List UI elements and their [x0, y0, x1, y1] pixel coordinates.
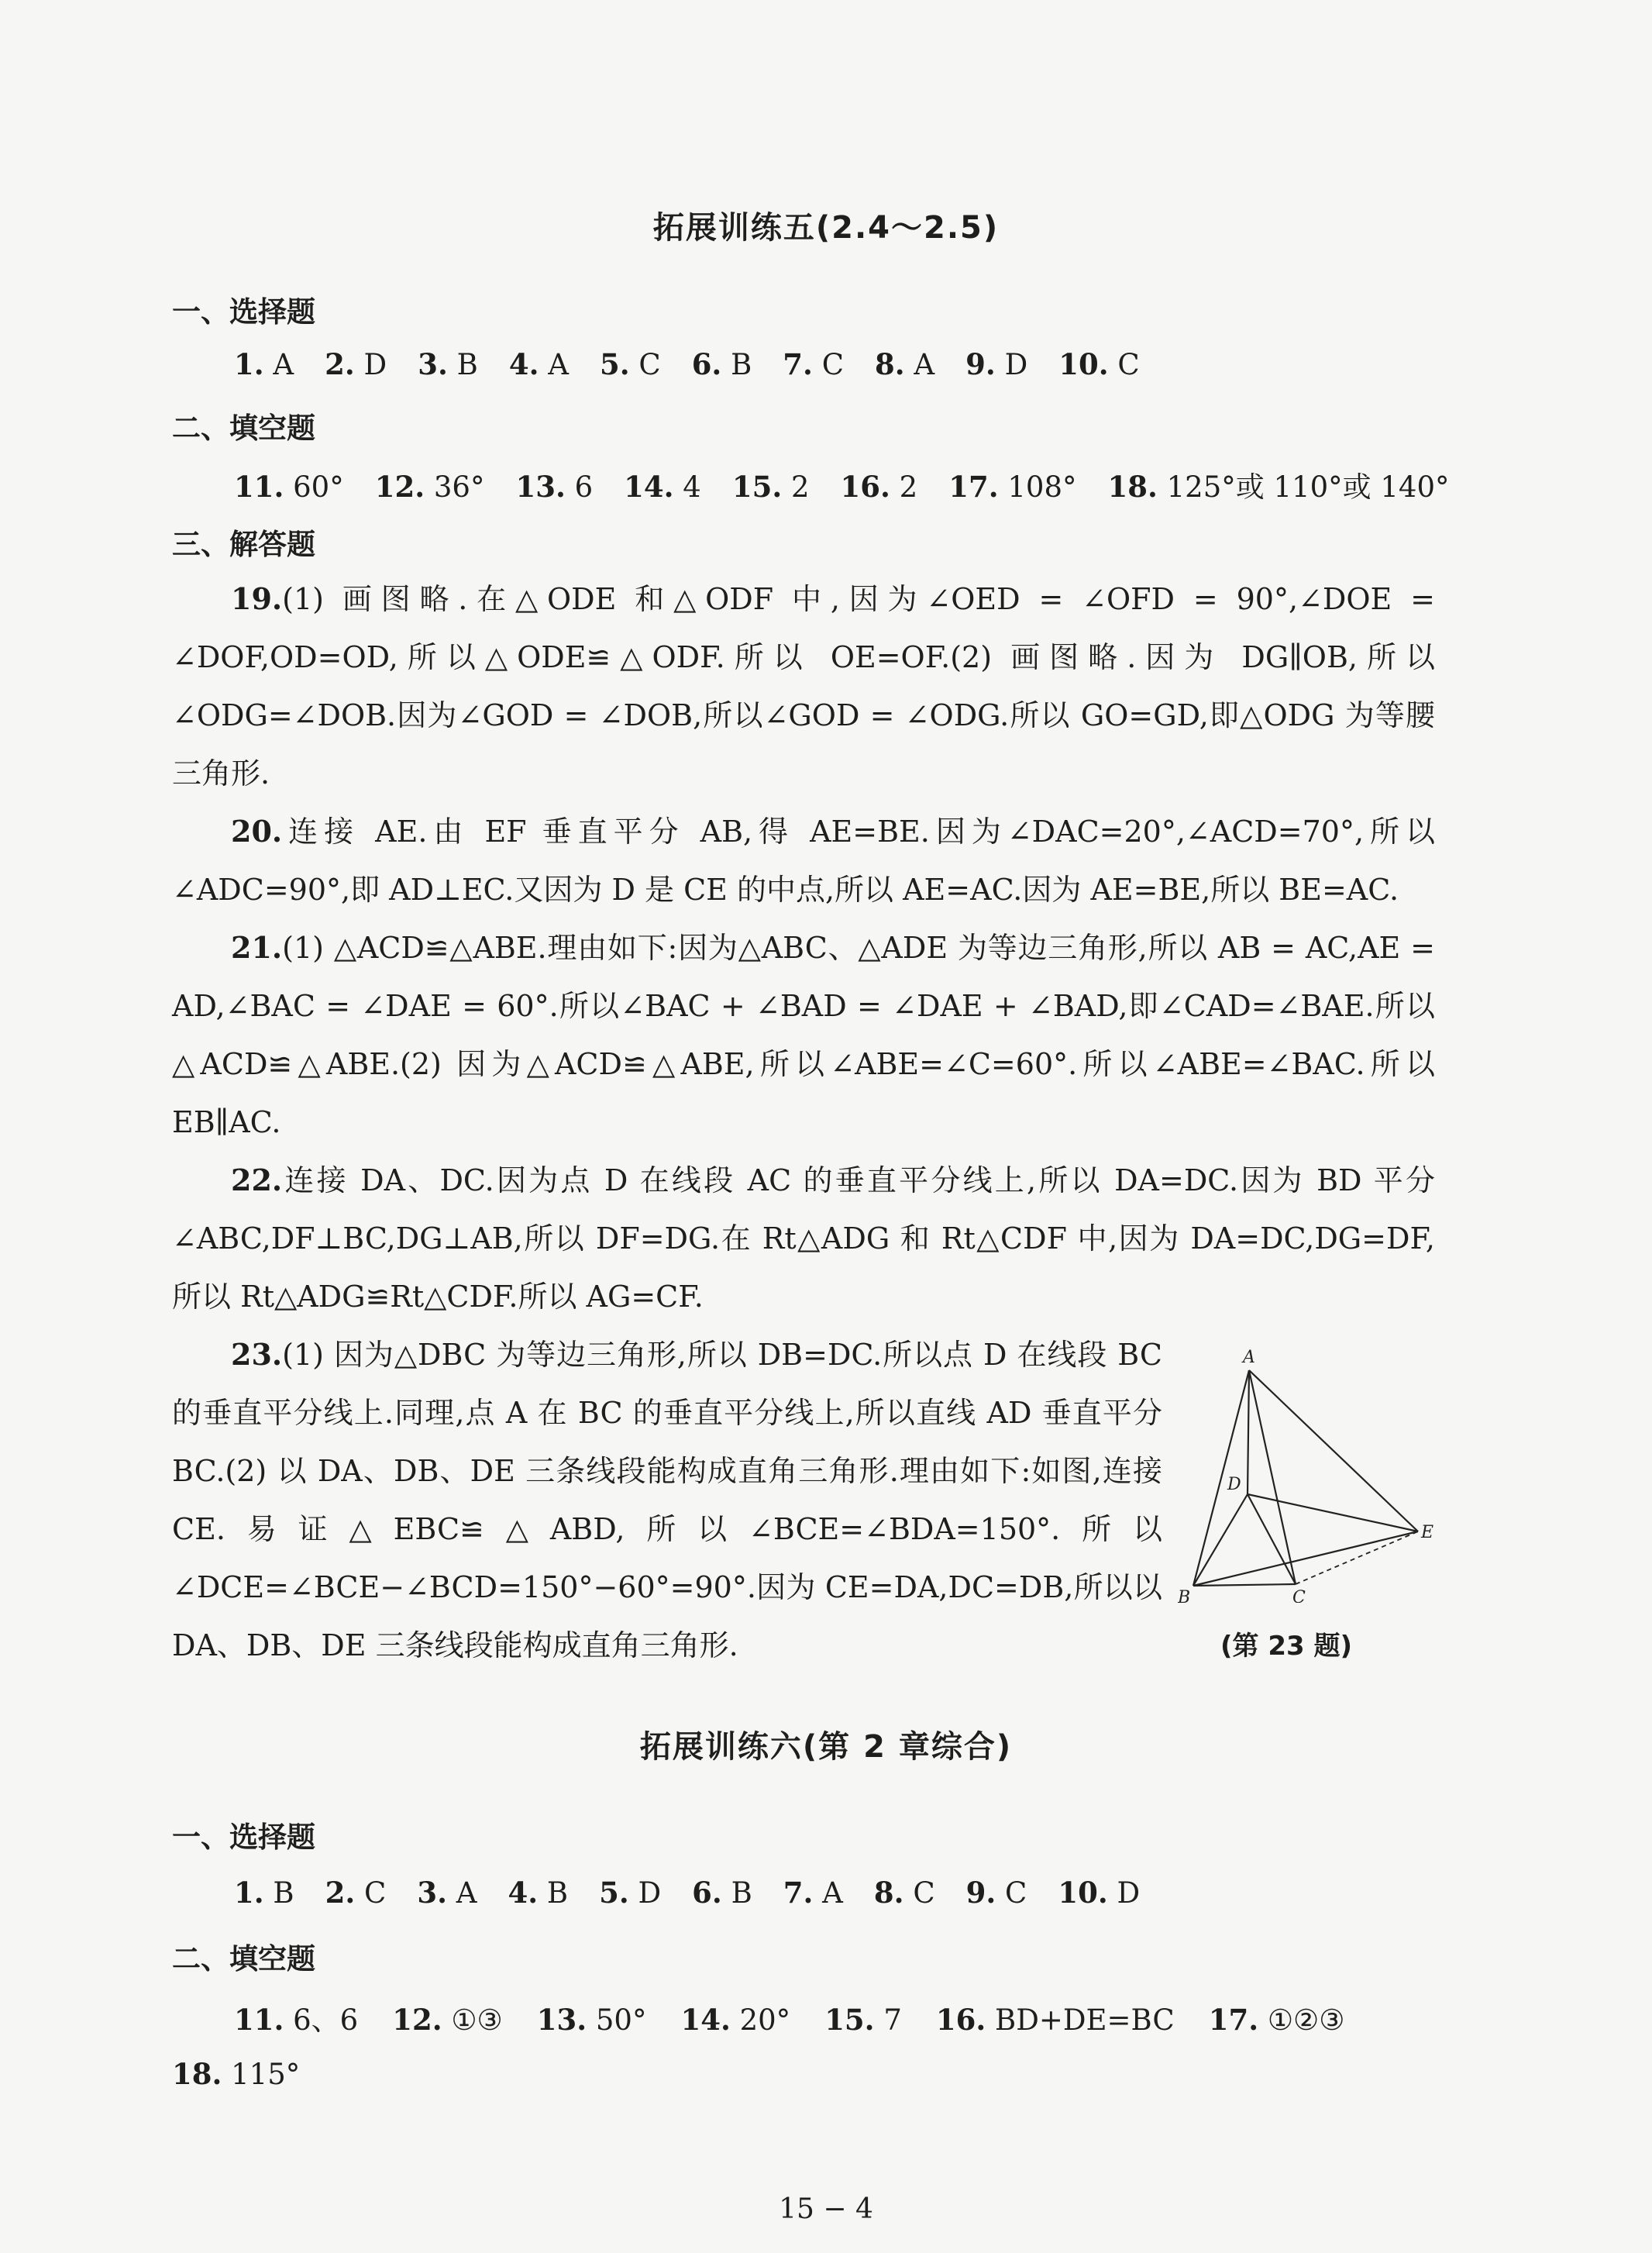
question-23-number: 23.: [231, 1337, 283, 1372]
segment-ac: [1249, 1370, 1296, 1584]
answer-item: [841, 470, 918, 504]
answer-value: ①②③: [1267, 2003, 1345, 2037]
answer-number: 14.: [624, 470, 674, 504]
answer-item: [600, 348, 661, 381]
answer-value: C: [638, 348, 661, 381]
answer-item: [234, 470, 344, 504]
section5-fill-heading: 二、填空题: [172, 412, 315, 445]
answer-value: B: [731, 1876, 752, 1910]
section6-fill-answers: [234, 1996, 1378, 2038]
answer-number: 4.: [508, 347, 539, 381]
answer-number: 10.: [1058, 347, 1109, 381]
answer-number: 5.: [599, 347, 630, 381]
answer-item: [783, 1876, 843, 1910]
answer-number: 14.: [680, 2003, 731, 2037]
question-19-text: (1) 画图略.在△ODE 和△ODF 中,因为∠OED = ∠OFD = 90°,∠DOE = ∠DOF,OD=OD,所以△ODE≌△ODF.所以 OE=OF.(2) 画图略.因为 DG∥OB,所以∠ODG=∠DOB.因为∠GOD = ∠DOB,所以∠GOD = ∠ODG.所以 GO=GD,即△ODG 为等腰三角形.: [172, 582, 1435, 791]
answer-item: [1209, 2003, 1345, 2037]
answer-item: [732, 470, 810, 504]
question-20-number: 20.: [231, 814, 283, 849]
segment-be: [1193, 1531, 1418, 1586]
answer-value: C: [913, 1876, 935, 1910]
answer-number: 6.: [691, 347, 722, 381]
answer-item: [234, 2003, 358, 2037]
segment-ad: [1248, 1370, 1249, 1494]
answer-item: [1107, 470, 1449, 504]
answer-item: [624, 470, 701, 504]
answer-value: D: [1117, 1876, 1141, 1910]
section6-title: 拓展训练六(第 2 章综合): [639, 1729, 1013, 1765]
answer-number: 12.: [374, 470, 425, 504]
answer-value: 115°: [231, 2058, 301, 2091]
answer-value: 50°: [595, 2003, 647, 2037]
answer-item: [509, 348, 569, 381]
answer-number: 11.: [234, 2003, 284, 2037]
answer-value: C: [1117, 348, 1140, 381]
answer-value: 7: [883, 2003, 902, 2037]
answer-item: [1058, 348, 1139, 381]
answer-number: 2.: [325, 347, 355, 381]
answer-value: D: [638, 1876, 662, 1910]
answer-item: [392, 2003, 502, 2037]
answer-item: [418, 348, 478, 381]
question-23-figure-caption: (第 23 题): [1220, 1631, 1353, 1662]
answer-value: A: [822, 1876, 843, 1910]
answer-value: A: [548, 348, 569, 381]
answer-number: 9.: [965, 347, 996, 381]
segment-bc: [1193, 1584, 1296, 1586]
answer-number: 1.: [234, 347, 264, 381]
answer-number: 8.: [875, 347, 905, 381]
answer-item: [692, 1876, 752, 1910]
segment-de: [1248, 1494, 1418, 1531]
answer-number: 17.: [948, 470, 999, 504]
answer-number: 1.: [234, 1876, 264, 1910]
answer-item: [234, 1876, 294, 1910]
answer-item: [875, 348, 934, 381]
answer-number: 7.: [783, 347, 813, 381]
answer-item: [824, 2003, 902, 2037]
answer-value: ①③: [451, 2003, 503, 2037]
answer-item: [325, 348, 387, 381]
answer-number: 13.: [536, 2003, 587, 2037]
question-21: [172, 918, 1435, 1152]
answer-number: 11.: [234, 470, 284, 504]
question-22-text: 连接 DA、DC.因为点 D 在线段 AC 的垂直平分线上,所以 DA=DC.因为 BD 平分∠ABC,DF⊥BC,DG⊥AB,所以 DF=DG.在 Rt△ADG 和 Rt△CDF 中,因为 DA=DC,DG=DF,所以 Rt△ADG≌Rt△CDF.所以 AG=CF.: [172, 1163, 1435, 1314]
answer-number: 3.: [418, 347, 448, 381]
section6-fill-answer-18: [172, 2057, 331, 2091]
answer-value: 108°: [1007, 470, 1077, 504]
page-number: 15 − 4: [779, 2193, 873, 2225]
answer-number: 9.: [965, 1876, 996, 1910]
question-23-figure: [1178, 1339, 1433, 1603]
question-23: [172, 1325, 1162, 1675]
answer-value: C: [821, 348, 845, 381]
answer-number: 12.: [392, 2003, 442, 2037]
question-21-number: 21.: [231, 930, 283, 965]
segment-ae: [1249, 1370, 1418, 1531]
label-a: A: [1243, 1348, 1255, 1367]
answer-item: [965, 348, 1027, 381]
label-d: D: [1227, 1475, 1241, 1494]
answer-number: 18.: [1107, 470, 1158, 504]
answer-value: D: [363, 348, 387, 381]
answer-value: 125°或 110°或 140°: [1166, 470, 1450, 504]
segment-db: [1193, 1494, 1248, 1586]
answer-value: 20°: [739, 2003, 791, 2037]
label-c: C: [1292, 1588, 1306, 1603]
answer-value: D: [1004, 348, 1028, 381]
section5-solve-heading: 三、解答题: [172, 528, 315, 561]
answer-item: [1058, 1876, 1140, 1910]
answer-number: 10.: [1058, 1876, 1108, 1910]
answer-item: [680, 2003, 790, 2037]
answer-item: [325, 1876, 387, 1910]
answer-item: [966, 1876, 1027, 1910]
answer-value: 60°: [293, 470, 344, 504]
answer-item: [599, 1876, 661, 1910]
question-20-text: 连接 AE.由 EF 垂直平分 AB,得 AE=BE.因为∠DAC=20°,∠ACD=70°,所以∠ADC=90°,即 AD⊥EC.又因为 D 是 CE 的中点,所以 AE=AC.因为 AE=BE,所以 BE=AC.: [172, 815, 1435, 907]
answer-number: 6.: [692, 1876, 722, 1910]
answer-number: 15.: [731, 470, 783, 504]
section5-title: 拓展训练五(2.4～2.5): [652, 210, 1000, 246]
answer-item: [508, 1876, 568, 1910]
answer-value: B: [456, 348, 478, 381]
answer-item: [692, 348, 752, 381]
question-19: [172, 570, 1435, 803]
segment-ce-dashed: [1296, 1531, 1418, 1584]
answer-item: [417, 1876, 477, 1910]
answer-value: 6、6: [293, 2003, 359, 2037]
answer-item: [783, 348, 844, 381]
answer-number: 3.: [417, 1876, 447, 1910]
answer-number: 4.: [508, 1876, 539, 1910]
answer-value: C: [364, 1876, 387, 1910]
section5-choice-answers: [234, 347, 1171, 381]
answer-item: [537, 2003, 647, 2037]
answer-value: C: [1005, 1876, 1027, 1910]
answer-value: 6: [574, 470, 594, 504]
section6-choice-answers: [234, 1876, 1171, 1910]
section5-fill-answers: [234, 463, 1481, 505]
answer-value: BD+DE=BC: [995, 2003, 1175, 2037]
section5-choice-heading: 一、选择题: [172, 295, 315, 329]
answer-number: 16.: [840, 470, 890, 504]
answer-item: [874, 1876, 935, 1910]
answer-number: 17.: [1208, 2003, 1259, 2037]
answer-value: A: [273, 348, 294, 381]
answer-item: [948, 470, 1076, 504]
answer-value: A: [456, 1876, 477, 1910]
answer-value: 2: [899, 470, 918, 504]
question-22: [172, 1151, 1435, 1326]
label-b: B: [1178, 1588, 1191, 1603]
answer-item: [936, 2003, 1175, 2037]
answer-value: B: [546, 1876, 569, 1910]
label-e: E: [1421, 1523, 1433, 1542]
answer-value: B: [731, 348, 752, 381]
answer-item: [375, 470, 485, 504]
question-19-number: 19.: [231, 581, 283, 616]
question-20: [172, 802, 1435, 919]
answer-number: 2.: [325, 1876, 356, 1910]
question-21-text: (1) △ACD≌△ABE.理由如下:因为△ABC、△ADE 为等边三角形,所以 AB = AC,AE = AD,∠BAC = ∠DAE = 60°.所以∠BAC + ∠BAD = ∠DAE + ∠BAD,即∠CAD=∠BAE.所以△ACD≌△ABE.(2) 因为△ACD≌△ABE,所以∠ABE=∠C=60°.所以∠ABE=∠BAC.所以 EB∥AC.: [172, 931, 1435, 1139]
answer-value: 4: [683, 470, 701, 504]
answer-value: A: [914, 348, 935, 381]
answer-value: 36°: [433, 470, 485, 504]
answer-number: 13.: [515, 470, 566, 504]
answer-number: 8.: [873, 1876, 904, 1910]
answer-value: 2: [790, 470, 810, 504]
section6-fill-heading: 二、填空题: [172, 1942, 315, 1976]
question-22-number: 22.: [231, 1163, 283, 1197]
answer-number: 16.: [935, 2003, 986, 2037]
answer-number: 5.: [599, 1876, 629, 1910]
answer-number: 15.: [824, 2003, 875, 2037]
answer-item: [515, 470, 593, 504]
answer-item: [234, 348, 294, 381]
section6-choice-heading: 一、选择题: [172, 1821, 315, 1854]
answer-value: B: [273, 1876, 294, 1910]
answer-number: 18.: [172, 2057, 222, 2091]
question-23-text: (1) 因为△DBC 为等边三角形,所以 DB=DC.所以点 D 在线段 BC 的垂直平分线上.同理,点 A 在 BC 的垂直平分线上,所以直线 AD 垂直平分 BC.(2) 以 DA、DB、DE 三条线段能构成直角三角形.理由如下:如图,连接 CE.易证△EBC≌△ABD,所以∠BCE=∠BDA=150°.所以∠DCE=∠BCE−∠BCD=150°−60°=90°.因为 CE=DA,DC=DB,所以以 DA、DB、DE 三条线段能构成直角三角形.: [172, 1338, 1162, 1662]
answer-number: 7.: [783, 1876, 814, 1910]
